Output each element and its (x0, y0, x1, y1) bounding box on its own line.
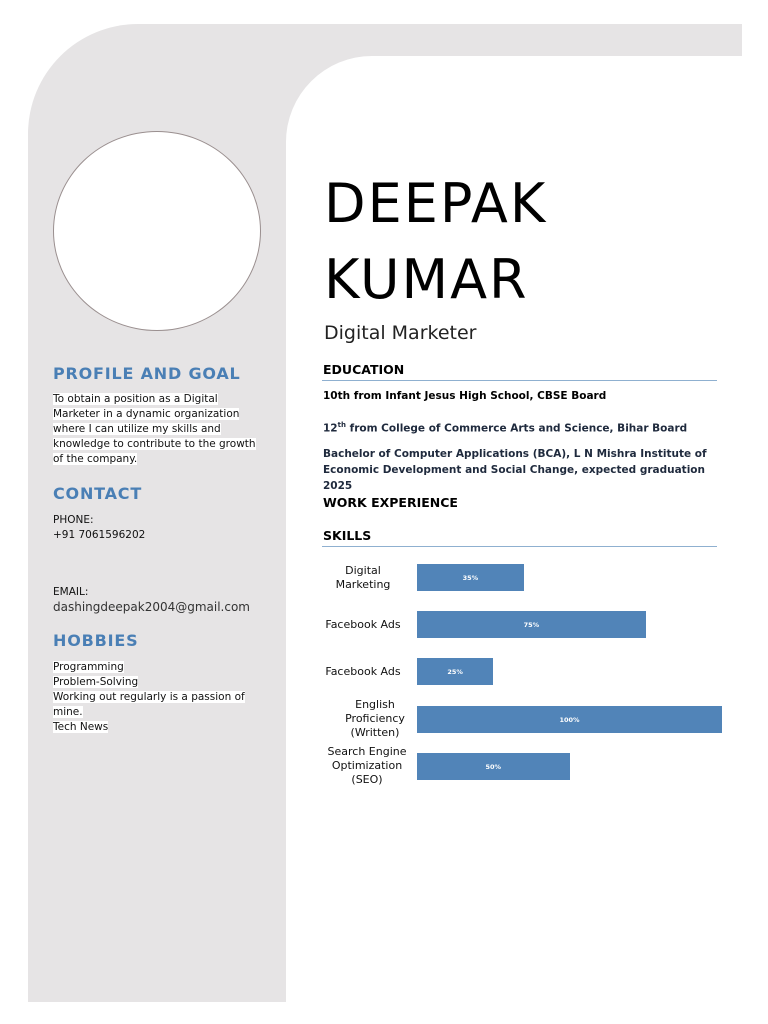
skill-track (417, 611, 722, 638)
education-item-10th: 10th from Infant Jesus High School, CBSE Board (323, 390, 607, 402)
profile-text-content: To obtain a position as a Digital Marketer in a dynamic organization where I can utilize my skills and knowledge to contribute to the growth of the company. (53, 393, 256, 465)
name-first: DEEPAK (324, 172, 548, 235)
skill-percent-label: 50% (485, 762, 502, 771)
profile-text (53, 392, 263, 467)
job-title: Digital Marketer (324, 322, 477, 344)
hobby-item: Programming (53, 661, 124, 673)
skills-heading: SKILLS (323, 528, 372, 543)
profile-heading: PROFILE AND GOAL (53, 364, 241, 383)
hobby-item: Problem-Solving (53, 676, 139, 688)
skill-label: English Proficiency (Written) (345, 698, 405, 739)
skill-label: Search Engine Optimization (SEO) (327, 745, 407, 786)
skills-divider (322, 546, 717, 547)
skill-bar (417, 753, 570, 780)
education-item-bca: Bachelor of Computer Applications (BCA), L N Mishra Institute of Economic Development and Social Change, expected graduation 2025 (323, 448, 707, 492)
skill-label: Facebook Ads (325, 665, 401, 678)
skill-percent-label: 100% (559, 715, 580, 724)
skill-track (417, 753, 722, 780)
hobby-item: Tech News (53, 721, 109, 733)
skill-label: Facebook Ads (325, 618, 401, 631)
hobbies-list (53, 660, 248, 735)
phone-label: PHONE: (53, 514, 94, 526)
profile-photo-placeholder (53, 131, 261, 331)
skill-percent-label: 35% (462, 573, 479, 582)
phone-block (53, 513, 263, 543)
skill-bar (417, 564, 524, 591)
email-block (53, 585, 283, 615)
skill-track (417, 706, 722, 733)
email-value[interactable]: dashingdeepak2004@gmail.com (53, 600, 250, 614)
skill-percent-label: 75% (523, 620, 540, 629)
contact-heading: CONTACT (53, 484, 143, 503)
hobbies-heading: HOBBIES (53, 631, 139, 650)
phone-value[interactable]: +91 7061596202 (53, 529, 146, 541)
education-divider (322, 380, 717, 381)
skill-bar (417, 611, 646, 638)
email-label: EMAIL: (53, 586, 89, 598)
hobby-item: Working out regularly is a passion of mine. (53, 691, 245, 718)
education-heading: EDUCATION (323, 362, 405, 377)
education-item-12th: 12th from College of Commerce Arts and Science, Bihar Board (323, 421, 688, 435)
work-heading: WORK EXPERIENCE (323, 495, 458, 510)
skill-track (417, 658, 722, 685)
skill-track (417, 564, 722, 591)
skill-label: Digital Marketing (335, 564, 391, 591)
skill-bar (417, 706, 722, 733)
skill-percent-label: 25% (447, 667, 463, 676)
name-last: KUMAR (324, 248, 529, 311)
skill-bar (417, 658, 493, 685)
